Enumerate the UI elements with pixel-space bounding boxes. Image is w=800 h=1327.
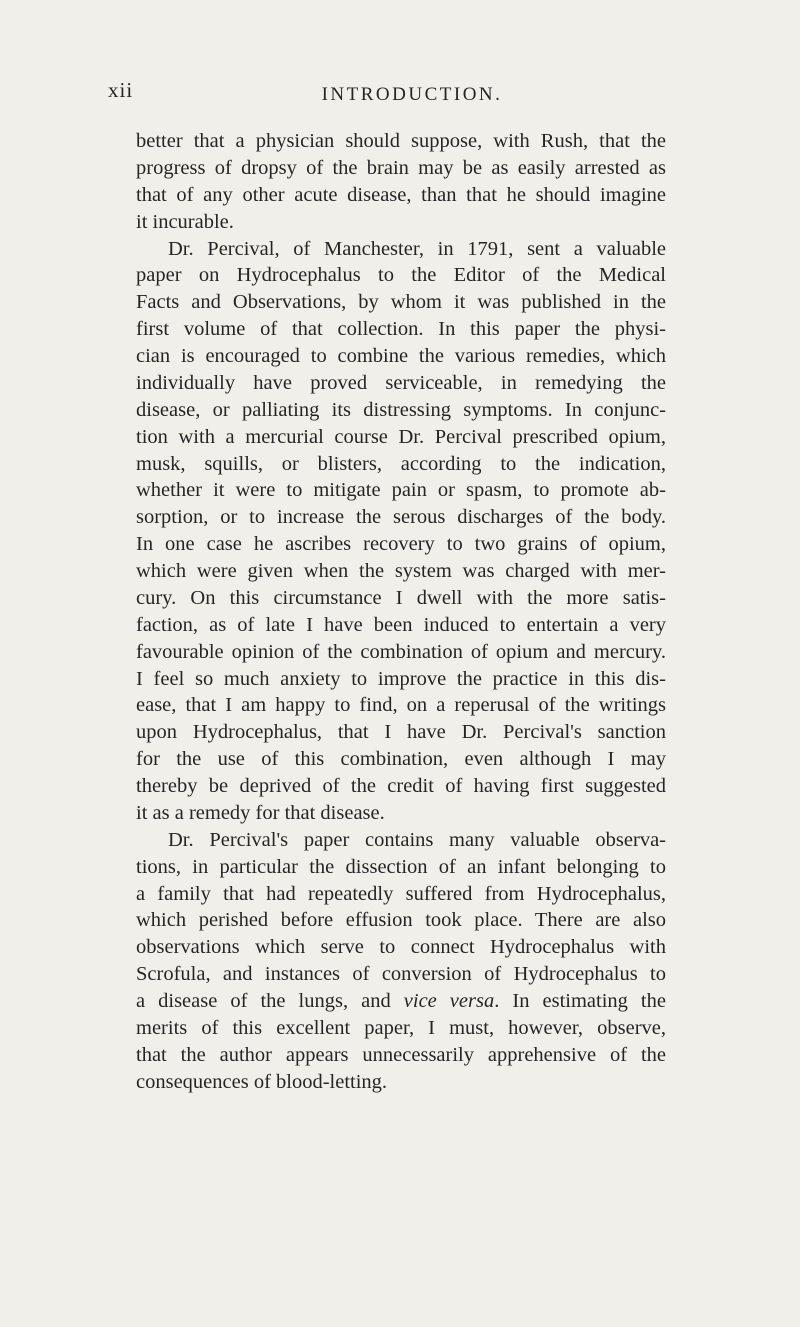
text-line: Facts and Observations, by whom it was published in the	[136, 291, 666, 314]
text-line: cian is encouraged to combine the various remedies, which	[136, 345, 666, 367]
text-line: I feel so much anxiety to improve the practice in this dis-	[136, 667, 666, 690]
text-line: merits of this excellent paper, I must, however, observe,	[136, 1016, 666, 1039]
text-line: it as a remedy for that disease.	[136, 801, 385, 824]
text-line: faction, as of late I have been induced to entertain a very	[136, 613, 666, 636]
text-line: tion with a mercurial course Dr. Percival prescribed opium,	[136, 425, 666, 448]
text-line: musk, squills, or blisters, according to the indication,	[136, 452, 666, 475]
text-line: favourable opinion of the combination of opium and mercury.	[136, 640, 666, 663]
text-line: paper on Hydrocephalus to the Editor of the Medical	[136, 264, 666, 287]
text-line: consequences of blood-letting.	[136, 1070, 388, 1093]
text-line: Scrofula, and instances of conversion of Hydrocephalus to	[136, 963, 666, 986]
text-line: observations which serve to connect Hydrocephalus with	[136, 936, 666, 959]
text-line: it incurable.	[136, 210, 234, 233]
text-line: a family that had repeatedly suffered from Hydrocephalus,	[136, 882, 666, 905]
text-line: thereby be deprived of the credit of having first suggested	[136, 775, 666, 797]
text-line: first volume of that collection. In this paper the physi-	[136, 318, 666, 341]
text-line: which were given when the system was charged with mer-	[136, 560, 666, 582]
body-text	[136, 128, 666, 1096]
text-line: cury. On this circumstance I dwell with the more satis-	[136, 586, 666, 609]
text-line: progress of dropsy of the brain may be as easily arrested as	[136, 156, 666, 179]
text-line: that of any other acute disease, than that he should imagine	[136, 183, 666, 206]
paragraph	[136, 236, 666, 827]
paragraph	[136, 128, 666, 236]
text-line: tions, in particular the dissection of an infant belonging to	[136, 855, 666, 878]
text-line: ease, that I am happy to find, on a reperusal of the writings	[136, 694, 666, 717]
text-line: upon Hydrocephalus, that I have Dr. Percival's sanction	[136, 721, 666, 744]
text-line: Dr. Percival's paper contains many valuable observa-	[168, 828, 666, 851]
italic-phrase: vice versa	[403, 990, 495, 1012]
running-title: INTRODUCTION.	[321, 84, 503, 105]
paragraph	[136, 827, 666, 1096]
page-number: xii	[108, 78, 134, 102]
text-line: better that a physician should suppose, with Rush, that the	[136, 130, 666, 152]
text-line: individually have proved serviceable, in remedying the	[136, 371, 666, 394]
text-line: whether it were to mitigate pain or spasm, to promote ab-	[136, 479, 666, 502]
text-line: disease, or palliating its distressing symptoms. In conjunc-	[136, 398, 666, 421]
text-line: In one case he ascribes recovery to two grains of opium,	[136, 533, 666, 556]
text-line: sorption, or to increase the serous discharges of the body.	[136, 506, 666, 529]
text-line: that the author appears unnecessarily apprehensive of the	[136, 1043, 666, 1066]
text-line: a disease of the lungs, and vice versa. In estimating the	[136, 990, 666, 1012]
text-line: which perished before effusion took place. There are also	[136, 909, 666, 932]
text-line: Dr. Percival, of Manchester, in 1791, sent a valuable	[168, 237, 666, 260]
text-line: for the use of this combination, even although I may	[136, 748, 666, 771]
